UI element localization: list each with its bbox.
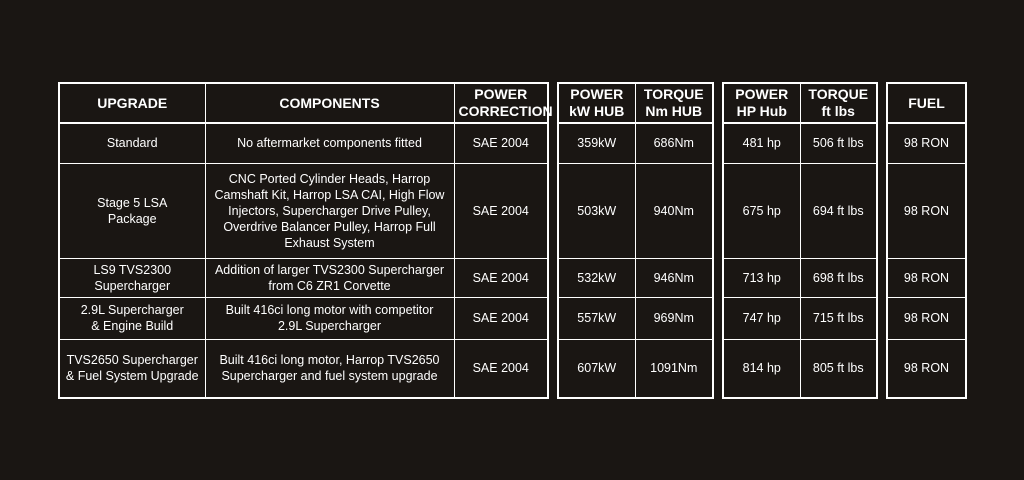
correction-cell: SAE 2004 — [454, 163, 548, 258]
components-cell: No aftermarket components fitted — [205, 123, 454, 163]
table-row — [59, 297, 548, 339]
torque-nm-cell: 969Nm — [635, 297, 713, 339]
torque-nm-cell: 946Nm — [635, 258, 713, 297]
correction-cell: SAE 2004 — [454, 339, 548, 398]
table-row — [558, 163, 713, 258]
upgrade-cell: LS9 TVS2300 Supercharger — [59, 258, 205, 297]
table-row — [887, 163, 966, 258]
table-row — [887, 339, 966, 398]
header-row — [558, 83, 713, 123]
upgrade-cell: Standard — [59, 123, 205, 163]
components-cell: Built 416ci long motor with competitor 2.9L Supercharger — [205, 297, 454, 339]
power-kw-cell: 532kW — [558, 258, 635, 297]
fuel-cell: 98 RON — [887, 297, 966, 339]
upgrade-cell: TVS2650 Supercharger & Fuel System Upgrade — [59, 339, 205, 398]
header-row — [887, 83, 966, 123]
components-header: COMPONENTS — [205, 83, 454, 123]
table-row — [723, 297, 877, 339]
power-hp-cell: 713 hp — [723, 258, 800, 297]
torque-ftlbs-cell: 715 ft lbs — [800, 297, 877, 339]
fuel-header: FUEL — [887, 83, 966, 123]
power-kw-cell: 607kW — [558, 339, 635, 398]
torque-ftlbs-header: TORQUE ft lbs — [800, 83, 877, 123]
correction-cell: SAE 2004 — [454, 258, 548, 297]
fuel-cell: 98 RON — [887, 258, 966, 297]
components-cell: Built 416ci long motor, Harrop TVS2650 Supercharger and fuel system upgrade — [205, 339, 454, 398]
correction-cell: SAE 2004 — [454, 297, 548, 339]
components-cell: Addition of larger TVS2300 Supercharger from C6 ZR1 Corvette — [205, 258, 454, 297]
upgrade-header: UPGRADE — [59, 83, 205, 123]
table-row — [59, 163, 548, 258]
fuel-table — [886, 82, 967, 399]
table-row — [887, 297, 966, 339]
fuel-cell: 98 RON — [887, 339, 966, 398]
fuel-cell: 98 RON — [887, 123, 966, 163]
table-row — [558, 123, 713, 163]
power-hp-cell: 747 hp — [723, 297, 800, 339]
table-row — [723, 258, 877, 297]
upgrade-table — [58, 82, 553, 399]
imperial-output-table — [722, 82, 878, 399]
torque-ftlbs-cell: 698 ft lbs — [800, 258, 877, 297]
fuel-cell: 98 RON — [887, 163, 966, 258]
torque-ftlbs-cell: 805 ft lbs — [800, 339, 877, 398]
torque-ftlbs-cell: 506 ft lbs — [800, 123, 877, 163]
torque-nm-header: TORQUE Nm HUB — [635, 83, 713, 123]
table-row — [59, 339, 548, 398]
table-row — [723, 339, 877, 398]
power-kw-cell: 557kW — [558, 297, 635, 339]
torque-nm-cell: 1091Nm — [635, 339, 713, 398]
power-hp-cell: 675 hp — [723, 163, 800, 258]
table-row — [887, 258, 966, 297]
power-hp-header: POWER HP Hub — [723, 83, 800, 123]
power-hp-cell: 481 hp — [723, 123, 800, 163]
torque-ftlbs-cell: 694 ft lbs — [800, 163, 877, 258]
upgrade-cell: Stage 5 LSA Package — [59, 163, 205, 258]
table-row — [558, 258, 713, 297]
table-row — [887, 123, 966, 163]
upgrade-cell: 2.9L Supercharger & Engine Build — [59, 297, 205, 339]
components-cell: CNC Ported Cylinder Heads, Harrop Camshaft Kit, Harrop LSA CAI, High Flow Injectors, Supercharger Drive Pulley, Overdrive Balancer Pulley, Harrop Full Exhaust System — [205, 163, 454, 258]
correction-cell: SAE 2004 — [454, 123, 548, 163]
power-hp-cell: 814 hp — [723, 339, 800, 398]
torque-nm-cell: 940Nm — [635, 163, 713, 258]
table-row — [558, 339, 713, 398]
table-row — [558, 297, 713, 339]
power-kw-header: POWER kW HUB — [558, 83, 635, 123]
power-kw-cell: 359kW — [558, 123, 635, 163]
header-row — [59, 83, 548, 123]
metric-output-table — [557, 82, 714, 399]
table-row — [723, 163, 877, 258]
torque-nm-cell: 686Nm — [635, 123, 713, 163]
table-row — [59, 258, 548, 297]
header-row — [723, 83, 877, 123]
table-row — [59, 123, 548, 163]
power-kw-cell: 503kW — [558, 163, 635, 258]
table-row — [723, 123, 877, 163]
power-correction-header: POWER CORRECTION — [454, 83, 548, 123]
